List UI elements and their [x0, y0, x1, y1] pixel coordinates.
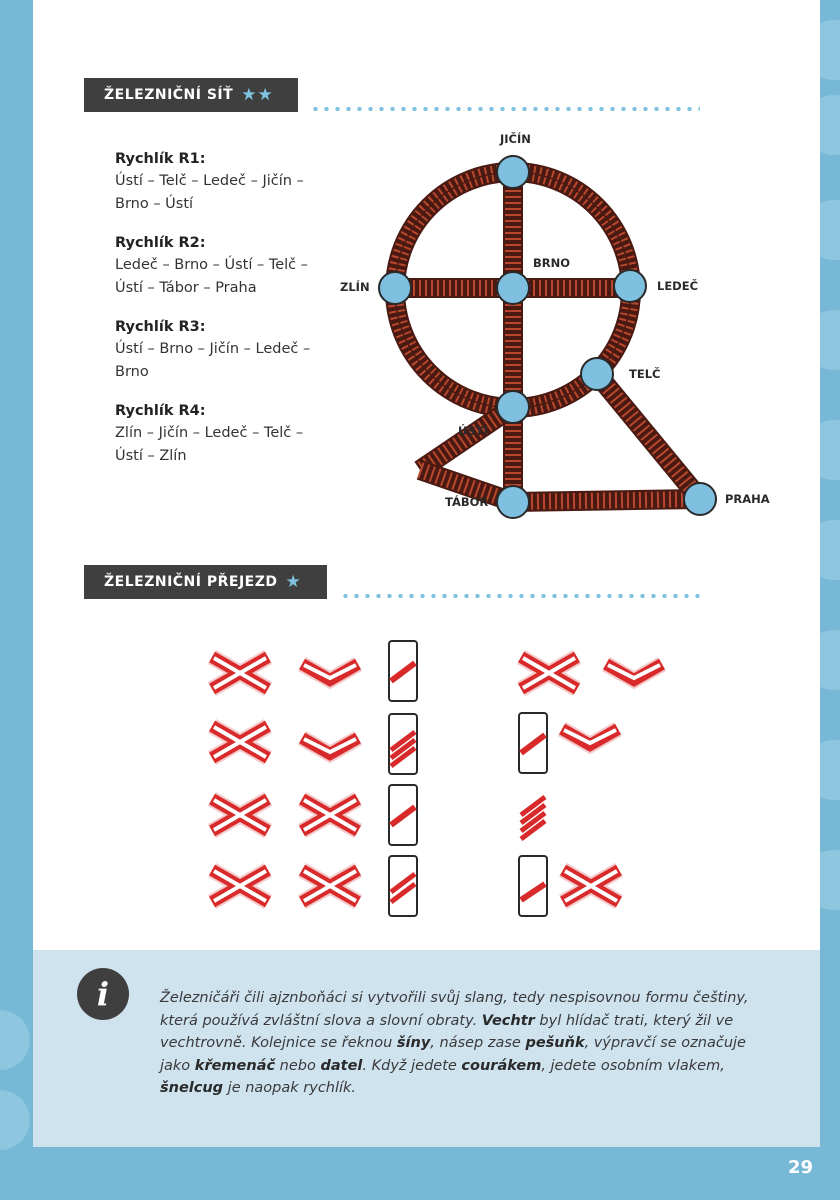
decorative-circle	[0, 1090, 30, 1150]
difficulty-stars-icon: ★★	[241, 85, 274, 105]
route-name: Rychlík R2:	[115, 235, 206, 251]
route-name: Rychlík R4:	[115, 403, 206, 419]
section-title-text: ŽELEZNIČNÍ PŘEJEZD	[104, 574, 278, 590]
route-stops: Ledeč – Brno – Ústí – Telč – Ústí – Tábor – Praha	[115, 257, 309, 296]
station-label-ledec: LEDEČ	[657, 279, 699, 293]
post-sign-1-stripe	[519, 713, 547, 773]
station-label-zlin: ZLÍN	[340, 280, 370, 294]
route-name: Rychlík R3:	[115, 319, 206, 335]
cross-sign	[302, 870, 358, 902]
chevron-sign	[302, 664, 358, 680]
difficulty-star-icon: ★	[285, 572, 302, 592]
chevron-sign	[302, 738, 358, 754]
station-label-jicin: JIČÍN	[500, 132, 531, 146]
cross-sign	[302, 799, 358, 831]
route-stops: Ústí – Brno – Jičín – Ledeč – Brno	[115, 341, 311, 380]
station-label-brno: BRNO	[533, 256, 571, 270]
post-sign-3-stripes-no-border	[519, 785, 547, 845]
post-sign-2-stripes	[389, 856, 417, 916]
post-sign-1-stripe	[389, 785, 417, 845]
decorative-circle	[0, 1010, 30, 1070]
info-icon: i	[77, 968, 129, 1020]
cross-sign	[212, 870, 268, 902]
info-text: Železničáři čili ajznboňáci si vytvořili svůj slang, tedy nespisovnou formu češtiny, která používá zvláštní slova a slovní obraty. Vechtr byl hlídač trati, který žil ve vechtrovně. Kolejnice se řeknou šíny, násep zase pešuňk, výpravčí se označuje jako křemenáč nebo datel. Když jedete courákem, jedete osobním vlakem, šnelcug je naopak rychlík.	[160, 990, 749, 1097]
cross-sign	[212, 799, 268, 831]
station-label-usti: ÚSTÍ	[458, 424, 488, 438]
post-sign-1-stripe-low	[519, 856, 547, 916]
cross-sign	[563, 870, 619, 902]
post-sign-3-stripes	[389, 714, 417, 774]
route-stops: Ústí – Telč – Ledeč – Jičín – Brno – Ústí	[115, 173, 304, 212]
station-label-telc: TELČ	[629, 367, 661, 381]
chevron-sign	[562, 729, 618, 745]
page-number: 29	[787, 1157, 813, 1178]
post-sign-1-stripe	[389, 641, 417, 701]
cross-sign	[521, 657, 577, 689]
route-stops: Zlín – Jičín – Ledeč – Telč – Ústí – Zlín	[115, 425, 304, 464]
cross-sign	[212, 657, 268, 689]
station-label-praha: PRAHA	[725, 492, 770, 506]
station-label-tabor: TÁBOR	[445, 495, 489, 509]
section-title-text: ŽELEZNIČNÍ SÍŤ	[104, 87, 234, 103]
route-name: Rychlík R1:	[115, 151, 206, 167]
cross-sign	[212, 726, 268, 758]
chevron-sign	[606, 664, 662, 680]
